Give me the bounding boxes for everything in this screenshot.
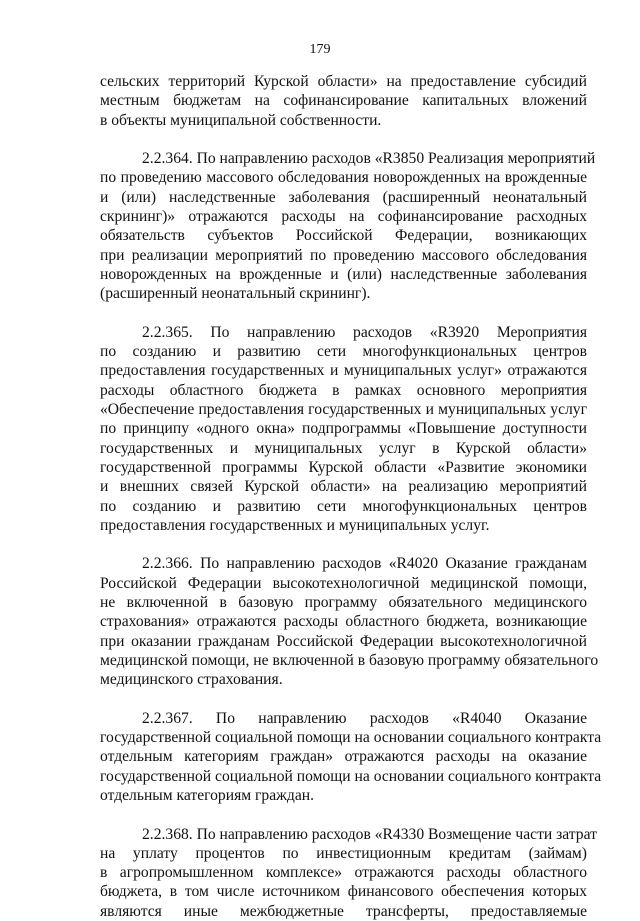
text-line: медицинского страхования. <box>100 671 283 689</box>
text-line: 2.2.364. По направлению расходов «R3850 Реализация мероприятий <box>142 150 596 168</box>
text-line: государственной социальной помощи на основании социального контракта <box>100 729 602 747</box>
text-line: 2.2.368. По направлению расходов «R4330 Возмещение части затрат <box>142 825 597 843</box>
text-line: местным бюджетам на софинансирование капитальных вложений <box>100 92 587 110</box>
text-line: (расширенный неонатальный скрининг). <box>100 285 371 303</box>
paragraph-gap <box>100 130 587 149</box>
text-line: по проведению массового обследования новорожденных на врожденные <box>100 169 587 187</box>
text-line: предоставления государственных и муниципальных услуг. <box>100 516 490 534</box>
text-line: предоставления государственных и муниципальных услуг» отражаются <box>100 362 587 380</box>
text-line: и (или) наследственные заболевания (расширенный неонатальный <box>100 188 587 206</box>
text-line: государственных и муниципальных услуг в Курской области» <box>100 439 587 457</box>
text-line: по созданию и развитию сети многофункциональных центров <box>100 343 587 361</box>
text-line: и внешних связей Курской области» на реализацию мероприятий <box>100 478 587 496</box>
paragraph <box>100 825 597 921</box>
text-line: в объекты муниципальной собственности. <box>100 111 382 129</box>
text-line: 2.2.366. По направлению расходов «R4020 Оказание гражданам <box>142 555 587 573</box>
text-line: Российской Федерации высокотехнологичной медицинской помощи, <box>100 574 587 592</box>
text-line: сельских территорий Курской области» на предоставление субсидий <box>100 73 587 90</box>
text-line: при оказании гражданам Российской Федерации высокотехнологичной <box>100 632 587 650</box>
text-line: «Обеспечение предоставления государственных и муниципальных услуг <box>100 401 587 419</box>
text-line: страхования» отражаются расходы областного бюджета, возникающие <box>100 613 587 631</box>
text-line: скрининг)» отражаются расходы на софинансирование расходных <box>100 208 587 226</box>
text-line: бюджета, в том числе источником финансового обеспечения которых <box>100 883 587 901</box>
text-line: медицинской помощи, не включенной в базовую программу обязательного <box>100 651 599 669</box>
text-line: при реализации мероприятий по проведению массового обследования <box>100 246 587 264</box>
paragraph <box>100 323 587 535</box>
paragraph-gap <box>100 690 587 709</box>
paragraph-gap <box>100 805 587 824</box>
text-line: 2.2.365. По направлению расходов «R3920 Мероприятия <box>142 323 587 341</box>
document-body <box>100 72 602 921</box>
text-line: расходы областного бюджета в рамках основного мероприятия <box>100 381 587 399</box>
paragraph <box>100 149 596 303</box>
text-line: 2.2.367. По направлению расходов «R4040 Оказание <box>142 709 587 727</box>
text-line: отдельным категориям граждан. <box>100 786 315 804</box>
text-line: на уплату процентов по инвестиционным кредитам (займам) <box>100 844 587 862</box>
text-line: не включенной в базовую программу обязательного медицинского <box>100 594 587 612</box>
text-line: государственной программы Курской области «Развитие экономики <box>100 458 587 476</box>
text-line: новорожденных на врожденные и (или) наследственные заболевания <box>100 265 587 283</box>
text-line: по созданию и развитию сети многофункциональных центров <box>100 497 587 515</box>
paragraph-gap <box>100 535 587 554</box>
text-line: являются иные межбюджетные трансферты, предоставляемые <box>100 902 587 920</box>
paragraph <box>100 554 599 689</box>
paragraph <box>100 709 602 805</box>
paragraph-gap <box>100 304 587 323</box>
text-line: обязательств субъектов Российской Федерации, возникающих <box>100 227 587 245</box>
page-number: 179 <box>309 42 331 57</box>
text-line: отдельным категориям граждан» отражаются расходы на оказание <box>100 748 587 766</box>
paragraph <box>100 72 587 130</box>
text-line: государственной социальной помощи на основании социального контракта <box>100 767 602 785</box>
text-line: в агропромышленном комплексе» отражаются расходы областного <box>100 864 587 882</box>
text-line: по принципу «одного окна» подпрограммы «Повышение доступности <box>100 420 587 438</box>
